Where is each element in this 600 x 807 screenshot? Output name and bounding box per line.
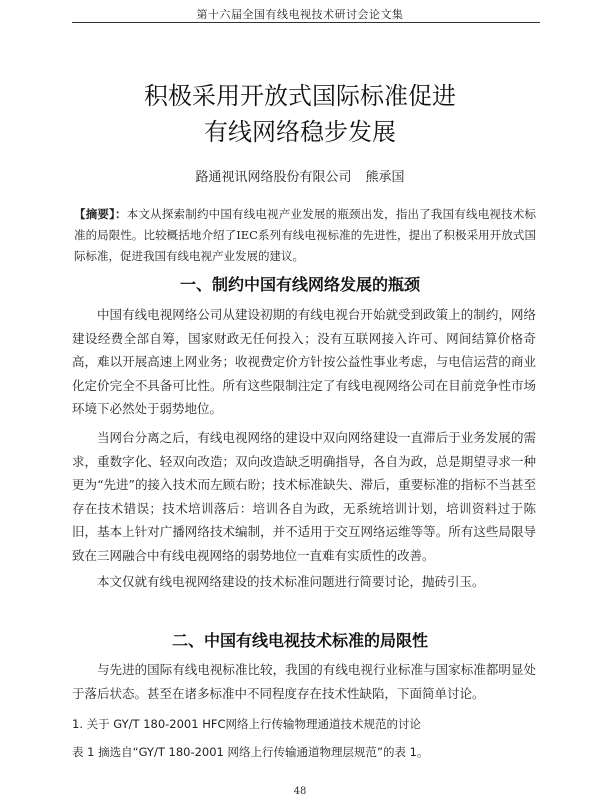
abstract-text: 本文从探索制约中国有线电视产业发展的瓶颈出发，指出了我国有线电视技术标准的局限性。比较概括地介绍了IEC系列有线电视标准的先进性，提出了积极采用开放式国际标准，促进我国有线电视产业发展的建议。: [74, 207, 537, 263]
section-1-paragraph-3: 本文仅就有线电视网络建设的技术标准问题进行简要讨论，抛砖引玉。: [97, 574, 485, 589]
section-2-item-1: 1. 关于 GY/T 180-2001 HFC网络上行传输物理通道技术规范的讨论: [72, 717, 422, 731]
affiliation: 路通视讯网络股份有限公司: [195, 170, 352, 185]
section-1-paragraph-2: 当网台分离之后，有线电视网络的建设中双向网络建设一直滞后于业务发展的需求，重数字化、轻双向改造；双向改造缺乏明确指导，各自为政，总是期望寻求一种更为“先进”的接入技术而左顾右盼；技术标准缺失、滞后，重要标准的指标不当甚至存在技术错误；技术培训落后：培训各自为政，无系统培训计划，培训资料过于陈旧，基本上针对广播网络技术编制，并不适用于交互网络运维等等。所有这些局限导致在三网融合中有线电视网络的弱势地位一直难有实质性的改善。: [72, 430, 536, 563]
article-title: [40, 78, 560, 150]
running-header: 第十六届全国有线电视技术研讨会论文集: [196, 8, 404, 21]
table-reference-note: 表 1 摘选自“GY/T 180-2001 网络上行传输通道物理层规范”的表 1。: [72, 745, 429, 759]
header-rule: [72, 22, 540, 23]
section-1-paragraph-1: 中国有线电视网络公司从建设初期的有线电视台开始就受到政策上的制约，网络建设经费全部自筹，国家财政无任何投入；没有互联网接入许可、网间结算价格奇高，难以开展高速上网业务；收视费定价方针按公益性事业考虑，与电信运营的商业化定价完全不具备可比性。所有这些限制注定了有线电视网络公司在目前竞争性市场环境下必然处于弱势地位。: [72, 307, 536, 416]
page-number: 48: [293, 786, 307, 797]
abstract-label: 【摘要】：: [74, 207, 127, 221]
section-1-heading: 一、制约中国有线网络发展的瓶颈: [179, 275, 420, 294]
title-line-2: 有线网络稳步发展: [204, 118, 396, 146]
author-line: [0, 166, 600, 185]
abstract: [74, 204, 536, 267]
author-name: 熊承国: [365, 170, 405, 185]
title-line-1: 积极采用开放式国际标准促进: [144, 82, 456, 110]
section-2-paragraph-1: 与先进的国际有线电视标准比较，我国的有线电视行业标准与国家标准都明显处于落后状态。甚至在诸多标准中不同程度存在技术性缺陷，下面简单讨论。: [72, 662, 536, 701]
section-2-heading: 二、中国有线电视技术标准的局限性: [171, 631, 428, 650]
